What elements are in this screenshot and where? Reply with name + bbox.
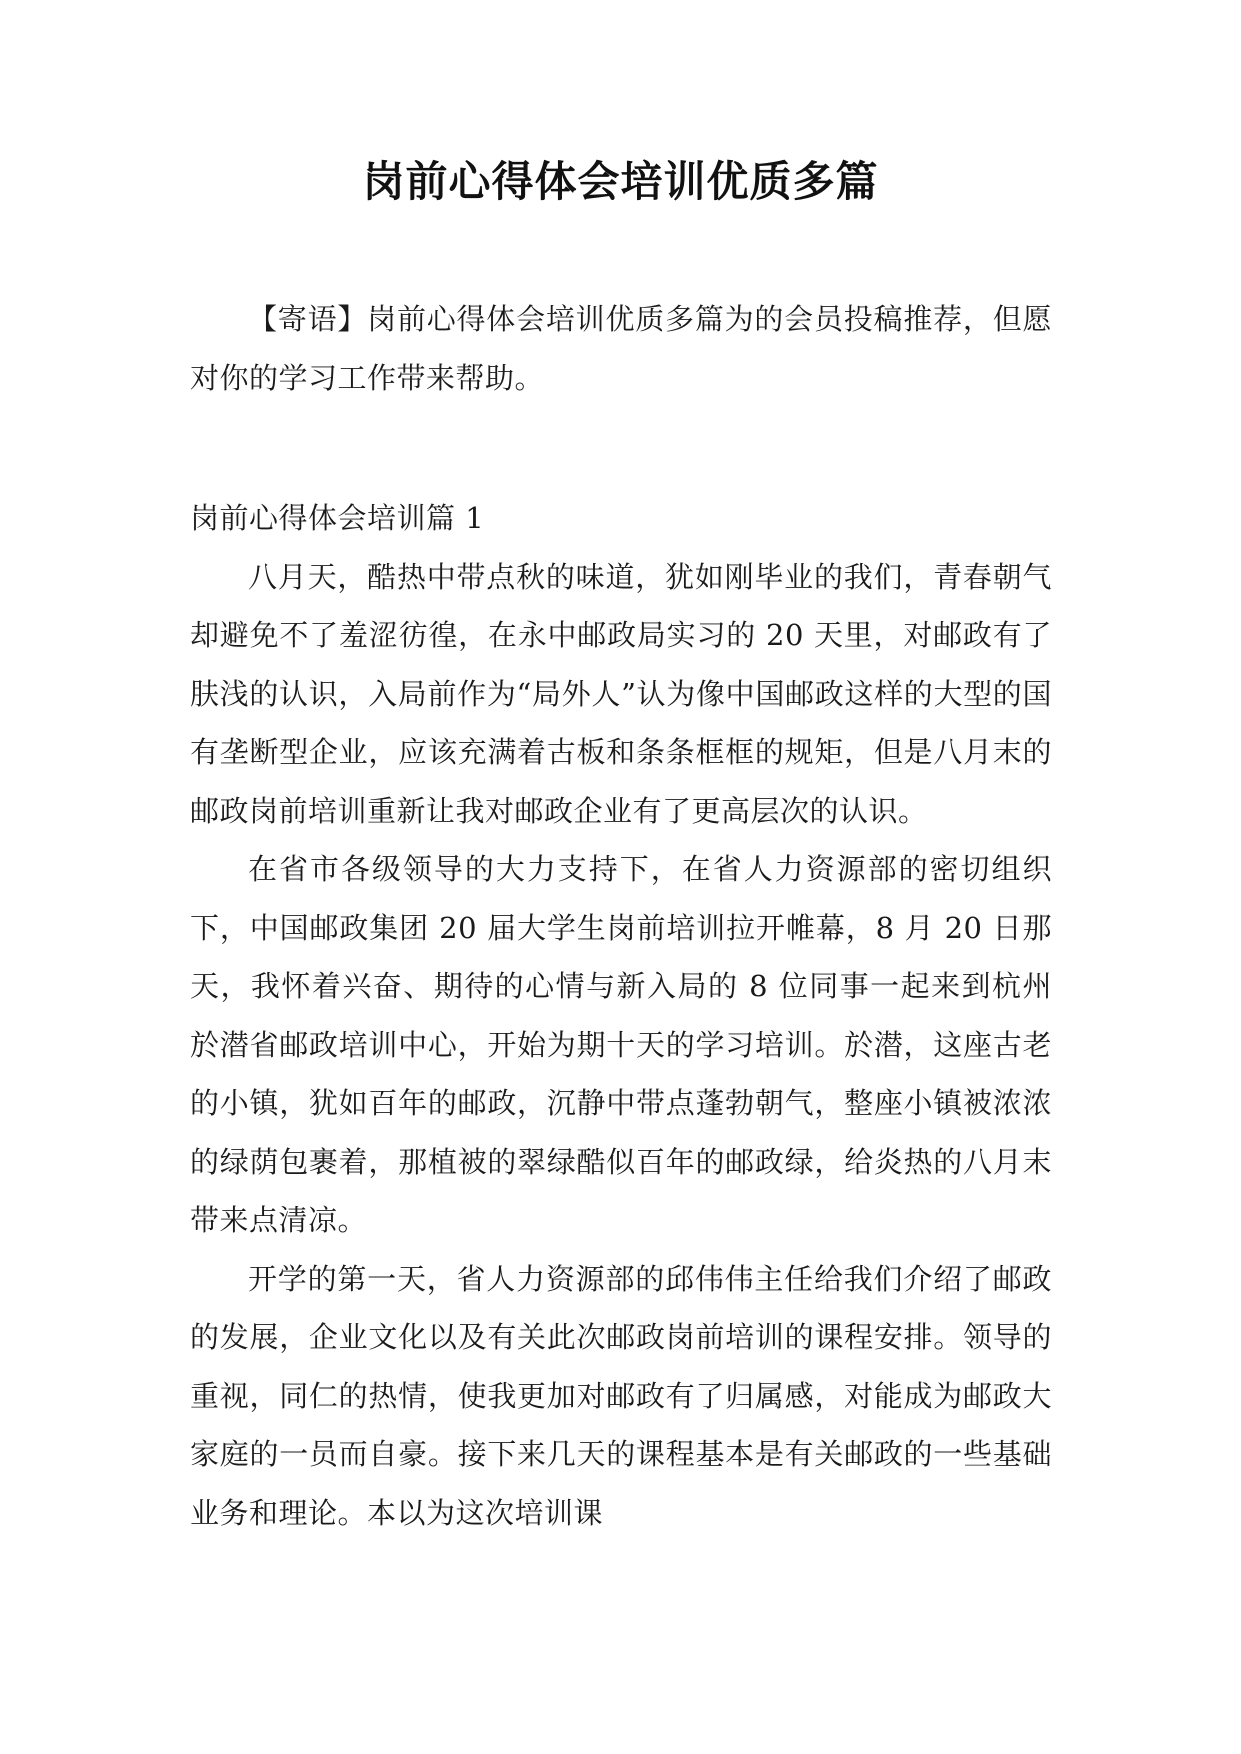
body-paragraph-1: 八月天，酷热中带点秋的味道，犹如刚毕业的我们，青春朝气却避免不了羞涩彷徨，在永中邮政局实习的 20 天里，对邮政有了肤浅的认识，入局前作为“局外人”认为像中国邮政这样的大型的国有垄断型企业，应该充满着古板和条条框框的规矩，但是八月末的邮政岗前培训重新让我对邮政企业有了更高层次的认识。 bbox=[190, 559, 1052, 828]
section-spacer bbox=[190, 407, 1052, 489]
body-paragraph-2: 在省市各级领导的大力支持下，在省人力资源部的密切组织下，中国邮政集团 20 届大学生岗前培训拉开帷幕，8 月 20 日那天，我怀着兴奋、期待的心情与新入局的 8 位同事一起来到杭州於潜省邮政培训中心，开始为期十天的学习培训。於潜，这座古老的小镇，犹如百年的邮政，沉静中带点蓬勃朝气，整座小镇被浓浓的绿荫包裹着，那植被的翠绿酷似百年的邮政绿，给炎热的八月末带来点清凉。 bbox=[190, 852, 1052, 1237]
document-title: 岗前心得体会培训优质多篇 bbox=[362, 157, 879, 206]
body-paragraph-3: 开学的第一天，省人力资源部的邱伟伟主任给我们介绍了邮政的发展，企业文化以及有关此次邮政岗前培训的课程安排。领导的重视，同仁的热情，使我更加对邮政有了归属感，对能成为邮政大家庭的一员而自豪。接下来几天的课程基本是有关邮政的一些基础业务和理论。本以为这次培训课 bbox=[190, 1261, 1052, 1530]
document-body bbox=[190, 290, 1052, 1542]
section-heading: 岗前心得体会培训篇 1 bbox=[190, 501, 485, 535]
preface-paragraph: 【寄语】岗前心得体会培训优质多篇为的会员投稿推荐，但愿对你的学习工作带来帮助。 bbox=[190, 302, 1052, 395]
